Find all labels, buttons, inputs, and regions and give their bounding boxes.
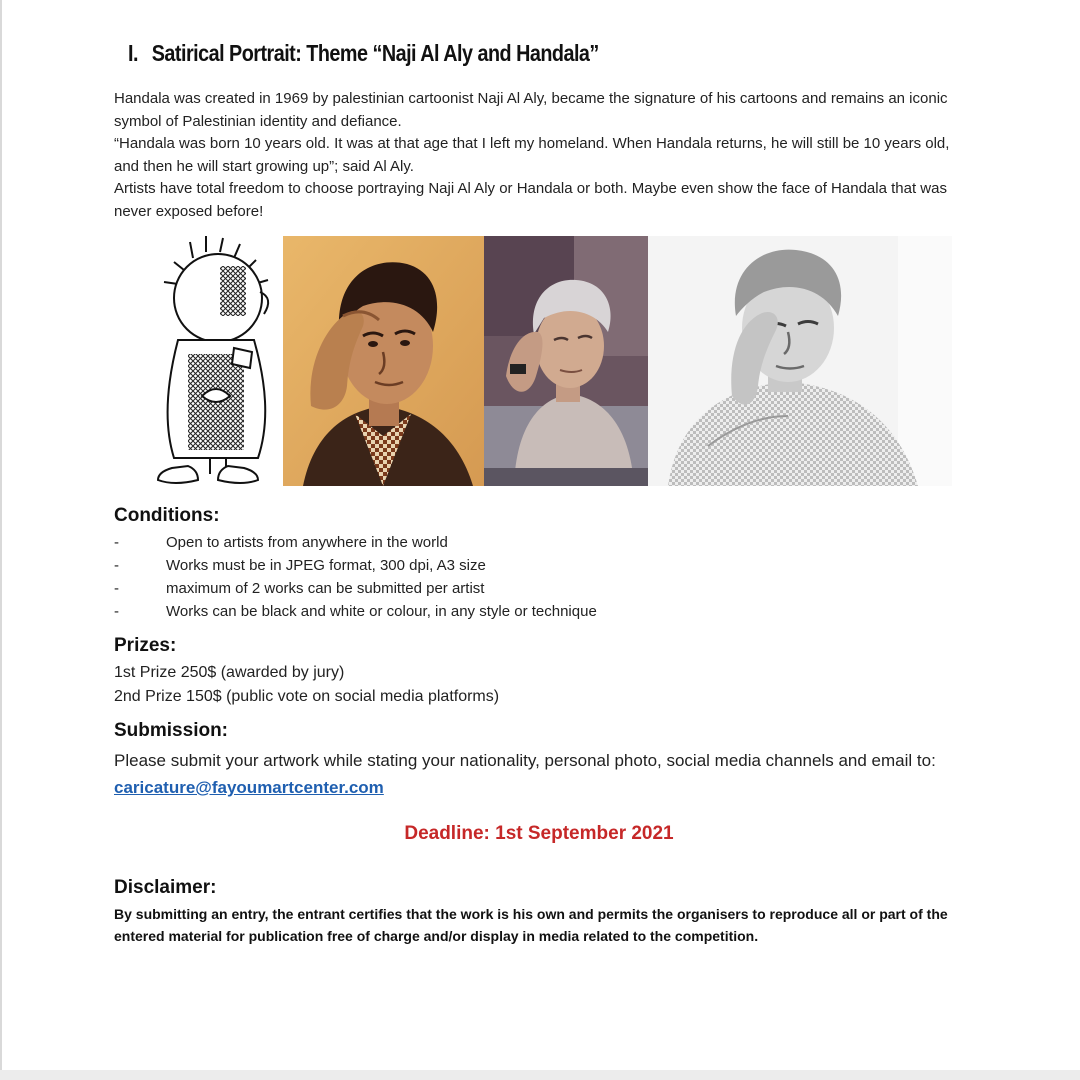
prizes-heading: Prizes: [114,635,177,656]
list-bullet: - [114,534,119,551]
second-prize: 2nd Prize 150$ (public vote on social media platforms) [114,688,500,705]
list-bullet: - [114,580,119,597]
first-prize: 1st Prize 250$ (awarded by jury) [114,664,345,681]
list-item [114,601,964,624]
submission-heading: Submission: [114,720,229,741]
disclaimer-heading: Disclaimer: [114,877,217,898]
condition-text: Works can be black and white or colour, in any style or technique [166,603,597,620]
list-bullet: - [114,557,119,574]
intro-paragraph-3: Artists have total freedom to choose portraying Naji Al Aly or Handala or both. Maybe even show the face of Handala that was never exposed before! [114,180,947,220]
section-title [128,40,599,67]
list-item [114,532,964,555]
page-bottom-edge [0,1070,1080,1080]
intro-paragraph-1: Handala was created in 1969 by palestinian cartoonist Naji Al Aly, became the signature of his cartoons and remains an iconic symbol of Palestinian identity and defiance. [114,90,948,130]
condition-text: Works must be in JPEG format, 300 dpi, A3 size [166,557,486,574]
submission-text [114,747,964,801]
list-item [114,555,964,578]
deadline-text: Deadline: 1st September 2021 [404,823,674,844]
portrait-photo-3 [648,236,952,486]
conditions-heading: Conditions: [114,505,220,526]
list-bullet: - [114,603,119,620]
image-strip [148,236,952,486]
portrait-photo-2 [484,236,648,486]
email-link[interactable]: caricature@fayoumartcenter.com [114,778,384,797]
intro-paragraph-2: “Handala was born 10 years old. It was at that age that I left my homeland. When Handala returns, he will still be 10 years old, and then he will start growing up”; said Al Aly. [114,135,950,175]
section-number: I. [128,40,138,66]
condition-text: Open to artists from anywhere in the world [166,534,448,551]
list-item [114,578,964,601]
disclaimer-text: By submitting an entry, the entrant certifies that the work is his own and permits the organisers to reproduce all or part of the entered material for publication free of charge and/or display in media related to the competition. [114,906,948,944]
conditions-list [114,532,964,624]
condition-text: maximum of 2 works can be submitted per artist [166,580,485,597]
handala-drawing [148,236,278,486]
intro-text [114,88,964,223]
submission-instructions: Please submit your artwork while stating your nationality, personal photo, social media channels and email to: [114,751,936,770]
section-title-text: Satirical Portrait: Theme “Naji Al Aly and Handala” [151,40,599,66]
page-edge [0,0,2,1080]
portrait-photo-1 [283,236,484,486]
